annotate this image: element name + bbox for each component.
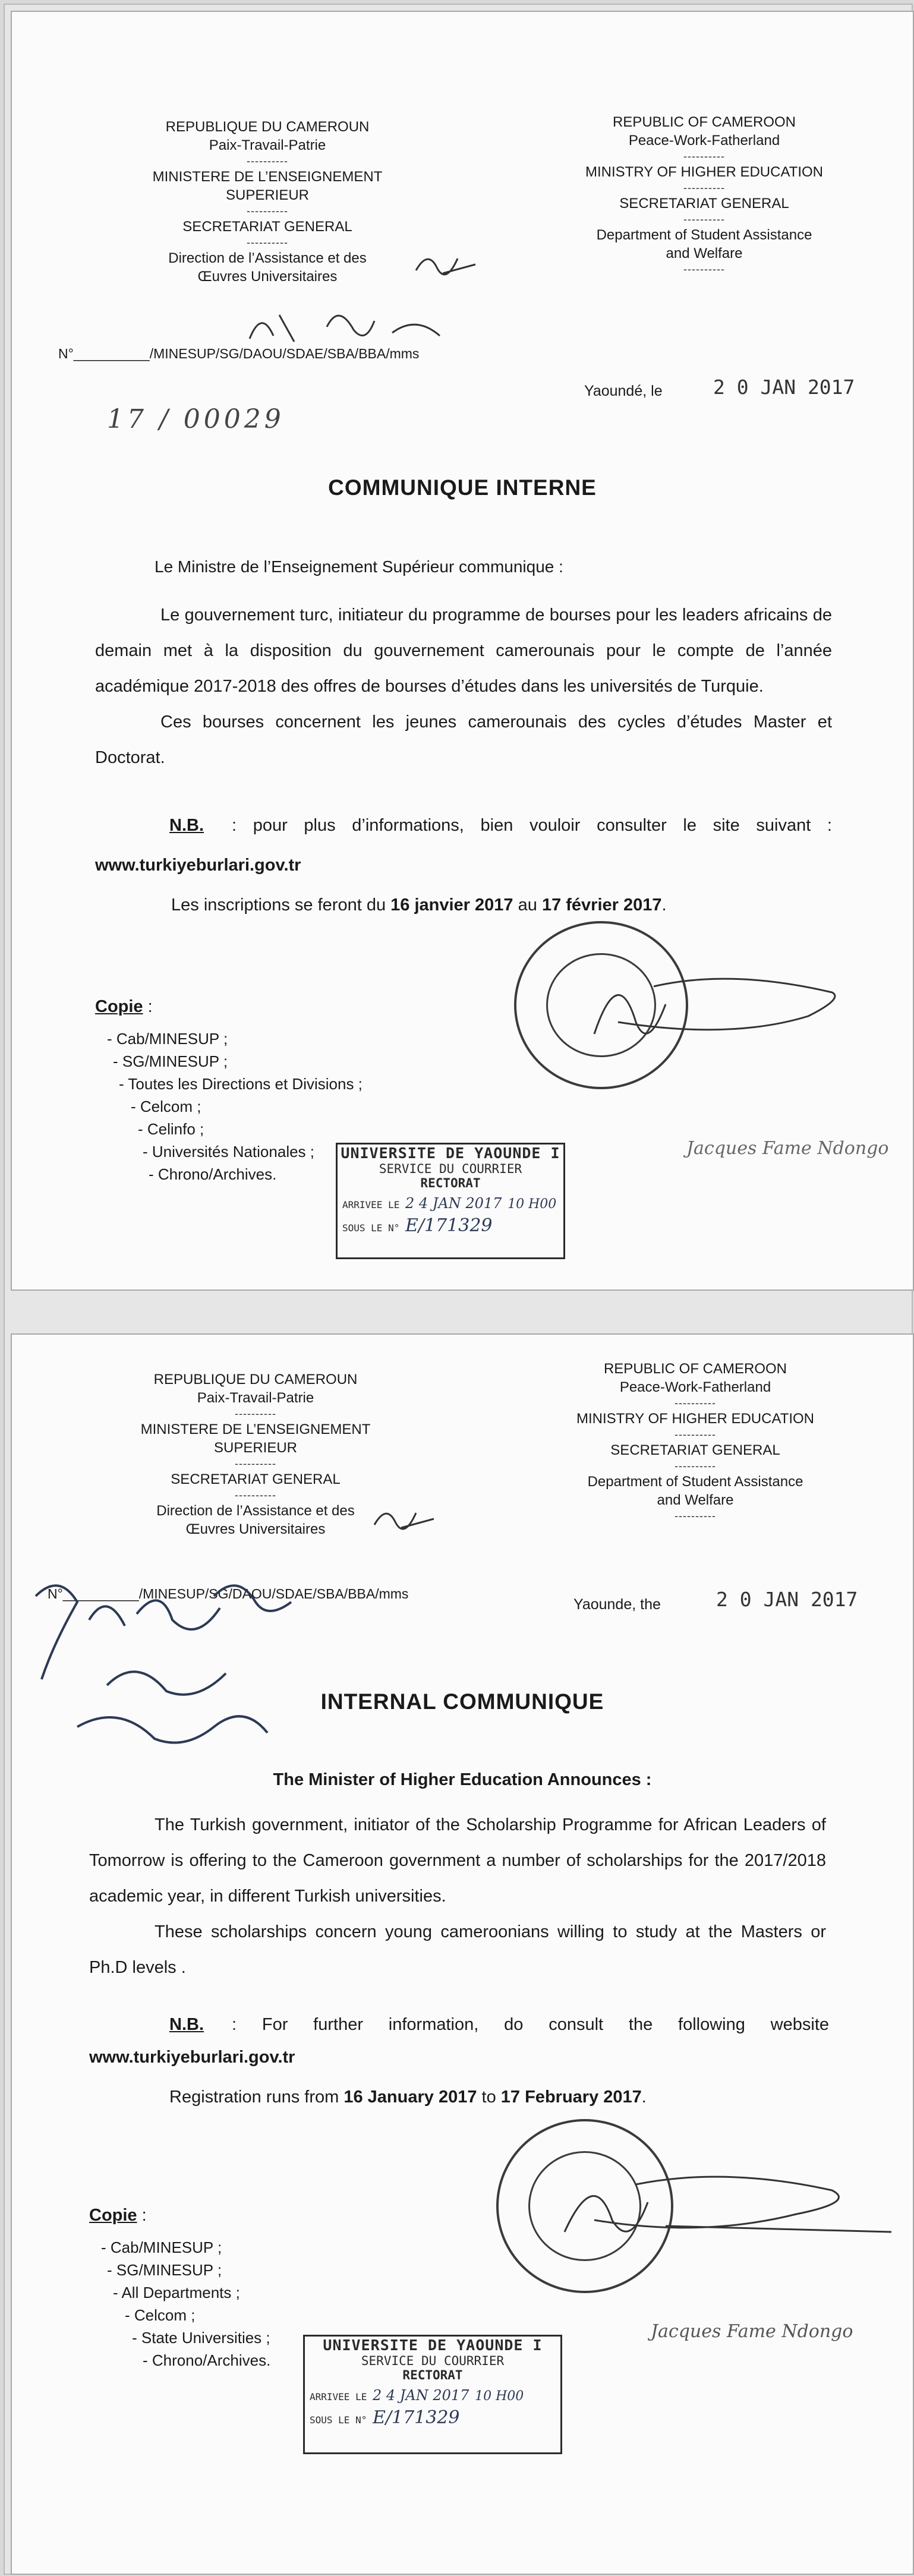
- divider: ----------: [675, 1429, 716, 1440]
- page-english: [11, 1333, 914, 2575]
- paragraph: The Turkish government, initiator of the Scholarship Programme for African Leaders of Tomorrow is offering to the Cameroon government a number of scholarships for the 2017/2018 academic year, in different Turkish universities.: [89, 1815, 826, 1906]
- nb-label: N.B.: [169, 816, 204, 835]
- header-country: REPUBLIQUE DU CAMEROUN: [165, 119, 370, 135]
- initials-scribble: [410, 247, 481, 282]
- copy-item: - Celcom ;: [125, 2306, 196, 2324]
- copies-colon: :: [137, 2206, 147, 2225]
- registration-mid: to: [481, 2088, 496, 2107]
- header-direction: Direction de l’Assistance et des Œuvres Universitaires: [156, 1503, 355, 1537]
- copies-label: Copie: [95, 997, 143, 1016]
- registration-mid: au: [518, 896, 537, 915]
- registration-end: 17 février 2017: [541, 896, 662, 915]
- nb-line: [169, 2015, 204, 2035]
- copy-item: - Cab/MINESUP ;: [101, 2238, 222, 2256]
- copy-item: - Chrono/Archives.: [143, 2351, 271, 2369]
- signature-scribble: [547, 2155, 903, 2250]
- date-stamp: 2 0 JAN 2017: [716, 1588, 858, 1611]
- signature-name: Jacques Fame Ndongo: [686, 1138, 889, 1159]
- header-direction: Direction de l’Assistance et des Œuvres Universitaires: [168, 250, 367, 285]
- header-ministry: MINISTRY OF HIGHER EDUCATION: [576, 1411, 815, 1427]
- handwritten-reference: 17 / 00029: [107, 404, 285, 434]
- registration-start: 16 janvier 2017: [390, 896, 513, 915]
- header-country: REPUBLIC OF CAMEROON: [603, 1361, 787, 1377]
- header-secretariat: SECRETARIAT GENERAL: [610, 1442, 780, 1458]
- stamp-arrival-time: 10 H00: [475, 2389, 524, 2404]
- paragraph: Ces bourses concernent les jeunes camerounais des cycles d’études Master et Doctorat.: [95, 712, 832, 767]
- intro-line: Le Ministre de l’Enseignement Supérieur communique :: [155, 557, 563, 576]
- header-ministry: MINISTRY OF HIGHER EDUCATION: [585, 164, 824, 180]
- handwritten-annotation: [18, 1549, 374, 1774]
- copies-label: Copie: [89, 2206, 137, 2225]
- header-left: [101, 1370, 410, 1538]
- header-secretariat: SECRETARIAT GENERAL: [619, 196, 789, 212]
- header-department: Department of Student Assistance and Welfare: [596, 227, 812, 261]
- stamp-arrival-label: ARRIVEE LE: [342, 1199, 400, 1210]
- initials-scribble: [238, 303, 464, 351]
- stamp-number-label: SOUS LE N°: [310, 2414, 367, 2426]
- divider: ----------: [247, 205, 288, 217]
- body-text: [95, 597, 832, 775]
- copy-item: - SG/MINESUP ;: [113, 1052, 228, 1070]
- copy-item: - Celcom ;: [131, 1098, 201, 1115]
- header-department: Department of Student Assistance and Welfare: [587, 1474, 803, 1508]
- registration-prefix: Les inscriptions se feront du: [171, 896, 386, 915]
- registration-suffix: .: [661, 896, 667, 915]
- header-ministry: MINISTERE DE L’ENSEIGNEMENT SUPERIEUR: [152, 169, 383, 203]
- stamp-line: SERVICE DU COURRIER: [379, 1162, 522, 1176]
- header-left: [113, 118, 422, 286]
- divider: ----------: [675, 1460, 716, 1472]
- reference-number: N°__________/MINESUP/SG/DAOU/SDAE/SBA/BBA/mms: [48, 1586, 409, 1601]
- divider: ----------: [683, 213, 725, 225]
- header-ministry: MINISTERE DE L’ENSEIGNEMENT SUPERIEUR: [140, 1421, 371, 1456]
- registration-suffix: .: [641, 2088, 647, 2107]
- paragraph: These scholarships concern young cameroonians willing to study at the Masters or Ph.D levels .: [89, 1922, 826, 1977]
- document-frame: [4, 4, 913, 2575]
- header-motto: Paix-Travail-Patrie: [209, 137, 326, 153]
- registration-end: 17 February 2017: [500, 2088, 642, 2107]
- copy-item: - SG/MINESUP ;: [107, 2261, 222, 2279]
- initials-scribble: [368, 1501, 440, 1537]
- stamp-number: E/171329: [372, 2407, 460, 2428]
- registration-line: [171, 896, 667, 915]
- mail-stamp: [336, 1143, 565, 1259]
- registration-start: 16 January 2017: [343, 2088, 477, 2107]
- stamp-arrival-date: 2 4 JAN 2017: [372, 2387, 469, 2404]
- copy-item: - Toutes les Directions et Divisions ;: [119, 1075, 363, 1093]
- stamp-line: SERVICE DU COURRIER: [361, 2354, 505, 2368]
- date-stamp: 2 0 JAN 2017: [713, 376, 855, 399]
- reference-number: N°__________/MINESUP/SG/DAOU/SDAE/SBA/BBA/mms: [58, 346, 420, 361]
- copies-colon: :: [143, 997, 153, 1016]
- header-motto: Peace-Work-Fatherland: [619, 1379, 771, 1395]
- stamp-number: E/171329: [405, 1215, 493, 1236]
- mail-stamp: [303, 2335, 562, 2454]
- stamp-line: RECTORAT: [402, 2368, 463, 2382]
- stamp-line: UNIVERSITE DE YAOUNDE I: [323, 2337, 543, 2354]
- website-link[interactable]: www.turkiyeburlari.gov.tr: [89, 2048, 295, 2067]
- divider: ----------: [683, 150, 725, 162]
- header-motto: Paix-Travail-Patrie: [197, 1390, 314, 1406]
- copy-item: - Celinfo ;: [138, 1120, 204, 1138]
- copy-item: - Universités Nationales ;: [143, 1143, 314, 1161]
- body-text: [89, 1807, 826, 1985]
- signature-scribble: [582, 951, 856, 1058]
- copies-block: [95, 995, 363, 1185]
- nb-text: : pour plus d’informations, bien vouloir consulter le site suivant :: [232, 816, 832, 835]
- header-motto: Peace-Work-Fatherland: [628, 133, 780, 149]
- header-country: REPUBLIC OF CAMEROON: [612, 114, 796, 130]
- page-french: [11, 11, 914, 1291]
- divider: ----------: [683, 263, 725, 275]
- header-secretariat: SECRETARIAT GENERAL: [171, 1471, 341, 1487]
- website-link[interactable]: www.turkiyeburlari.gov.tr: [95, 856, 301, 875]
- intro-line: The Minister of Higher Education Announces :: [273, 1770, 652, 1789]
- divider: ----------: [247, 155, 288, 167]
- header-country: REPUBLIQUE DU CAMEROUN: [153, 1371, 358, 1388]
- divider: ----------: [235, 1458, 276, 1470]
- page-title: INTERNAL COMMUNIQUE: [320, 1689, 604, 1714]
- registration-line: [169, 2088, 647, 2107]
- page-title: COMMUNIQUE INTERNE: [328, 475, 597, 500]
- nb-line: [169, 816, 204, 835]
- divider: ----------: [675, 1397, 716, 1409]
- stamp-line: RECTORAT: [420, 1176, 481, 1190]
- copies-block: [89, 2204, 270, 2372]
- divider: ----------: [247, 237, 288, 248]
- registration-prefix: Registration runs from: [169, 2088, 339, 2107]
- copy-item: - Chrono/Archives.: [149, 1165, 277, 1183]
- header-right: [565, 113, 844, 276]
- copy-item: - State Universities ;: [132, 2329, 270, 2347]
- place-date-label: Yaoundé, le: [584, 383, 663, 399]
- stamp-arrival-date: 2 4 JAN 2017: [405, 1195, 502, 1212]
- copy-item: - All Departments ;: [113, 2284, 240, 2301]
- place-date-label: Yaounde, the: [573, 1596, 661, 1613]
- paragraph: Le gouvernement turc, initiateur du programme de bourses pour les leaders africains de demain met à la disposition du gouvernement camerounais pour le compte de l’année académique 2017-2018 des offres de bourses d’études dans les universités de Turquie.: [95, 606, 832, 696]
- stamp-arrival-time: 10 H00: [508, 1197, 557, 1212]
- stamp-number-label: SOUS LE N°: [342, 1222, 400, 1234]
- stamp-line: UNIVERSITE DE YAOUNDE I: [341, 1144, 560, 1162]
- divider: ----------: [235, 1408, 276, 1420]
- nb-text: : For further information, do consult the following website: [232, 2015, 829, 2034]
- stamp-arrival-label: ARRIVEE LE: [310, 2391, 367, 2402]
- copy-item: - Cab/MINESUP ;: [107, 1030, 228, 1048]
- header-right: [556, 1360, 835, 1522]
- divider: ----------: [675, 1510, 716, 1522]
- header-secretariat: SECRETARIAT GENERAL: [182, 219, 352, 235]
- divider: ----------: [683, 182, 725, 194]
- divider: ----------: [235, 1489, 276, 1501]
- nb-label: N.B.: [169, 2015, 204, 2034]
- signature-name: Jacques Fame Ndongo: [651, 2321, 853, 2342]
